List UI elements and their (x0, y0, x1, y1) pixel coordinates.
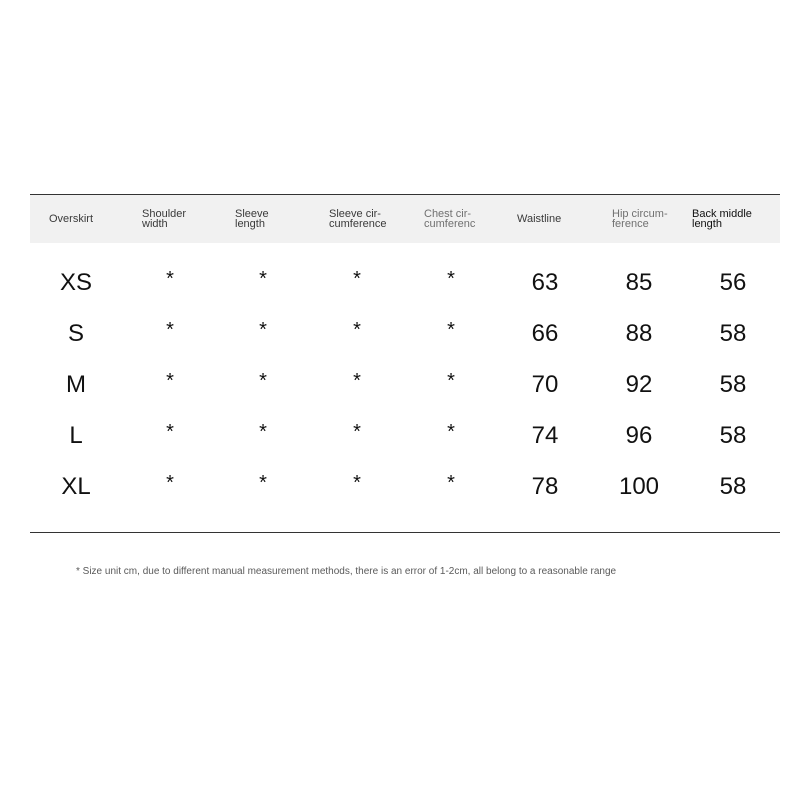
sleeve-length-cell: * (259, 421, 267, 443)
shoulder-width-cell: * (166, 472, 174, 494)
chest-circumference-cell: * (447, 472, 455, 494)
header-overskirt-line1: Overskirt (49, 213, 93, 225)
sleeve-length-cell: * (259, 370, 267, 392)
size-cell: S (67, 319, 84, 347)
header-back-middle-length-line1: Back middle (692, 208, 752, 220)
shoulder-width-cell: * (166, 421, 174, 443)
header-sleeve-circumference (329, 195, 386, 243)
waistline-cell: 74 (531, 421, 559, 449)
table-row (30, 308, 780, 359)
back-middle-length-cell: 58 (719, 319, 747, 347)
header-back-middle-length (692, 195, 752, 243)
sleeve-length-cell: * (259, 268, 267, 290)
waistline-cell: 78 (531, 472, 559, 500)
shoulder-width-cell: * (166, 319, 174, 341)
hip-circumference-cell: 85 (625, 268, 653, 296)
back-middle-length-cell: 58 (719, 421, 747, 449)
header-chest-circumference-line2: cumferenc (424, 218, 476, 230)
chest-circumference-cell: * (447, 268, 455, 290)
table-row (30, 461, 780, 512)
sleeve-length-cell: * (259, 472, 267, 494)
shoulder-width-cell: * (166, 268, 174, 290)
header-waistline-line1: Waistline (517, 213, 562, 225)
sleeve-circumference-cell: * (353, 421, 361, 443)
table-header-row (30, 195, 780, 243)
size-cell: M (66, 370, 86, 398)
header-waistline (517, 195, 561, 243)
sleeve-circumference-cell: * (353, 370, 361, 392)
header-sleeve-circumference-line1: Sleeve cir- (329, 208, 381, 220)
header-sleeve-length-line2: length (235, 218, 265, 230)
header-chest-circumference-line1: Chest cir- (424, 208, 472, 220)
hip-circumference-cell: 88 (625, 319, 653, 347)
header-shoulder-width-line1: Shoulder (142, 208, 187, 220)
header-sleeve-length (235, 195, 269, 243)
hip-circumference-cell: 96 (625, 421, 653, 449)
sleeve-circumference-cell: * (353, 319, 361, 341)
header-sleeve-length-line1: Sleeve (235, 208, 269, 220)
back-middle-length-cell: 58 (719, 472, 747, 500)
hip-circumference-cell: 100 (618, 472, 660, 500)
header-chest-circumference (424, 195, 475, 243)
size-cell: L (69, 421, 83, 449)
header-back-middle-length-line2: length (692, 218, 722, 230)
back-middle-length-cell: 56 (719, 268, 747, 296)
back-middle-length-cell: 58 (719, 370, 747, 398)
header-hip-circumference-line1: Hip circum- (612, 208, 668, 220)
chest-circumference-cell: * (447, 319, 455, 341)
header-shoulder-width (142, 195, 186, 243)
size-cell: XL (61, 472, 91, 500)
size-footnote: * Size unit cm, due to different manual measurement methods, there is an error of 1-2cm, all belong to a reasonable range (76, 566, 617, 577)
size-chart-table (30, 194, 780, 533)
shoulder-width-cell: * (166, 370, 174, 392)
sleeve-circumference-cell: * (353, 268, 361, 290)
header-sleeve-circumference-line2: cumference (329, 218, 387, 230)
table-body (30, 257, 780, 512)
waistline-cell: 63 (531, 268, 559, 296)
sleeve-circumference-cell: * (353, 472, 361, 494)
chest-circumference-cell: * (447, 421, 455, 443)
waistline-cell: 70 (531, 370, 559, 398)
waistline-cell: 66 (531, 319, 559, 347)
header-hip-circumference (612, 195, 668, 243)
sleeve-length-cell: * (259, 319, 267, 341)
table-row (30, 410, 780, 461)
header-hip-circumference-line2: ference (612, 218, 649, 230)
table-row (30, 257, 780, 308)
size-cell: XS (59, 268, 92, 296)
chest-circumference-cell: * (447, 370, 455, 392)
header-shoulder-width-line2: width (142, 218, 168, 230)
header-overskirt (49, 195, 93, 243)
hip-circumference-cell: 92 (625, 370, 653, 398)
table-row (30, 359, 780, 410)
